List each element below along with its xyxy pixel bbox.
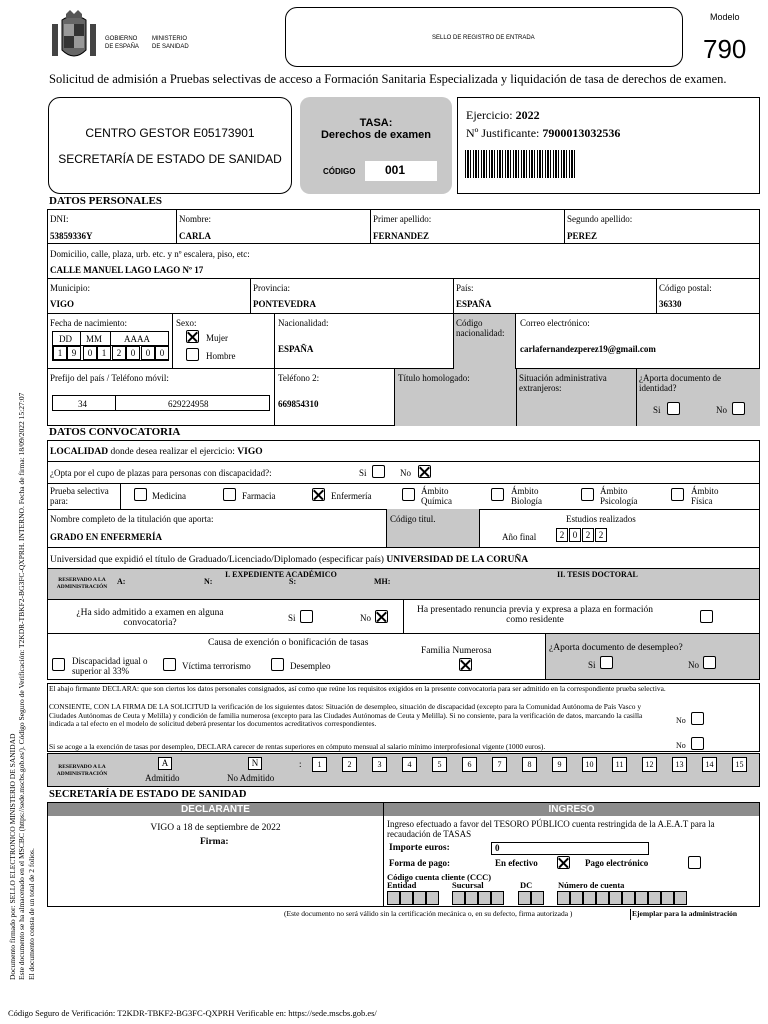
admin-box-13[interactable]: 13: [672, 757, 687, 772]
hombre-label: Hombre: [206, 351, 236, 361]
desempleo-si-checkbox[interactable]: [600, 656, 613, 669]
apellido2-label: Segundo apellido:: [567, 214, 633, 224]
ccc-box-16[interactable]: [622, 891, 635, 905]
reservado-label-1: RESERVADO A LA ADMINISTRACIÓN: [56, 577, 108, 590]
admin-box-1[interactable]: 1: [312, 757, 327, 772]
fisica-label-2: Física: [691, 496, 713, 506]
mujer-label: Mujer: [206, 333, 228, 343]
admitido-si-checkbox[interactable]: [300, 610, 313, 623]
admin-box-14[interactable]: 14: [702, 757, 717, 772]
telefono-label: Prefijo del país / Teléfono móvil:: [50, 373, 169, 383]
exp-a-label: A:: [117, 577, 126, 586]
entidad-label: Entidad: [387, 880, 417, 890]
mm-label: MM: [86, 334, 103, 344]
desempleo-no-label: No: [688, 660, 699, 670]
renuncia-label: Ha presentado renuncia previa y expresa a plaza en formación como residente: [416, 605, 654, 625]
side-text-2: Este documento se ha almacenado en el MSCBC (https://sede.mscbs.gob.es/). Código Seguro de Verificación: T2KDR-TBKF2-BG3FC-QXPRH. INTERNO. Fecha de firma: 18/09/2022 15:27:07: [17, 392, 26, 980]
farmacia-label: Farmacia: [242, 491, 276, 501]
aporta-si-label: Si: [653, 405, 661, 415]
admin-box-6[interactable]: 6: [462, 757, 477, 772]
sexo-label: Sexo:: [176, 318, 197, 328]
desempleo-checkbox[interactable]: [271, 658, 284, 671]
consiente-no-label: No: [676, 716, 686, 725]
consiente-text: CONSIENTE, CON LA FIRMA DE LA SOLICITUD la verificación de los siguientes datos: Situación de desempleo, situación de discapacidad (excepto para la Comunidad Autónoma de País Vasco y Ciudades Autónomas de Ceuta y Melilla) y condición de familia numerosa (excepto para las Ciudades Autónomas de Ceuta y Melilla). Si no consiente, para la verificación de datos, marcando la casilla indicada a tal efecto en el modelo de solicitud deberá presentar los documentos acreditativos correspondientes.: [49, 702, 643, 728]
ejemplar-label: Ejemplar para la administración: [632, 909, 738, 918]
secretaria-heading: SECRETARÍA DE ESTADO DE SANIDAD: [49, 789, 247, 800]
medicina-checkbox[interactable]: [134, 488, 147, 501]
cupo-no-checkbox[interactable]: [418, 465, 431, 478]
admin-box-7[interactable]: 7: [492, 757, 507, 772]
admin-box-5[interactable]: 5: [432, 757, 447, 772]
admitido-no-checkbox[interactable]: [375, 610, 388, 623]
municipio-label: Municipio:: [50, 283, 90, 293]
familia-label: Familia Numerosa: [421, 646, 492, 656]
consiente-no-checkbox[interactable]: [691, 712, 704, 725]
firma-label: Firma:: [200, 837, 229, 847]
datos-personales-heading: DATOS PERSONALES: [49, 195, 162, 207]
electronico-label: Pago electrónico: [585, 858, 649, 868]
pais-field[interactable]: ESPAÑA: [456, 299, 492, 309]
desempleo-declara-no-label: No: [676, 741, 686, 750]
sucursal-label: Sucursal: [452, 880, 484, 890]
medicina-label: Medicina: [152, 491, 186, 501]
localidad-text: donde desea realizar el ejercicio:: [110, 447, 235, 457]
centro-gestor-name: SECRETARÍA DE ESTADO DE SANIDAD: [58, 152, 282, 166]
ejercicio-label: Ejercicio:: [466, 108, 513, 122]
telefono2-field[interactable]: 669854310: [278, 399, 319, 409]
no-admitido-label: No Admitido: [227, 773, 275, 783]
dni-field[interactable]: 53859336Y: [50, 231, 93, 241]
telefono2-label: Teléfono 2:: [278, 373, 320, 383]
apellido2-field[interactable]: PEREZ: [567, 231, 598, 241]
form-title: Solicitud de admisión a Pruebas selectivas de acceso a Formación Sanitaria Especializada y liquidación de tasa de derechos de examen.: [49, 72, 727, 86]
dc-label: DC: [520, 880, 533, 890]
cupo-label: ¿Opta por el cupo de plazas para personas con discapacidad?:: [50, 468, 272, 478]
birth-digit-4[interactable]: 1: [97, 346, 111, 360]
situacion-admin-label: Situación administrativa extranjeros:: [519, 373, 607, 393]
discapacidad-checkbox[interactable]: [52, 658, 65, 671]
quimica-label-2: Química: [421, 496, 452, 506]
titulacion-field[interactable]: GRADO EN ENFERMERÍA: [50, 532, 163, 542]
admin-box-15[interactable]: 15: [732, 757, 747, 772]
apellido1-field[interactable]: FERNANDEZ: [373, 231, 430, 241]
year-digit-3[interactable]: 2: [582, 528, 594, 542]
tesis-label: II. TESIS DOCTORAL: [557, 570, 638, 579]
fisica-label-1: Ámbito: [691, 486, 719, 496]
municipio-field[interactable]: VIGO: [50, 299, 75, 309]
exp-n-label: N:: [204, 577, 213, 586]
ccc-box-17[interactable]: [635, 891, 648, 905]
desempleo-label: Desempleo: [290, 661, 331, 671]
domicilio-field[interactable]: CALLE MANUEL LAGO LAGO Nº 17: [50, 265, 204, 275]
provincia-label: Provincia:: [253, 283, 290, 293]
ingreso-header: INGRESO: [384, 803, 759, 816]
importe-field[interactable]: 0: [491, 842, 649, 855]
ccc-box-2[interactable]: [400, 891, 413, 905]
declarante-header: DECLARANTE: [48, 803, 383, 816]
familia-checkbox[interactable]: [459, 658, 472, 671]
ccc-box-5[interactable]: [452, 891, 465, 905]
biologia-label-1: Ámbito: [511, 486, 539, 496]
exp-mh-label: MH:: [374, 577, 391, 586]
ccc-label: Código cuenta cliente (CCC): [387, 872, 492, 882]
cupo-no-label: No: [400, 468, 411, 478]
admin-box-10[interactable]: 10: [582, 757, 597, 772]
birth-digit-1[interactable]: 1: [53, 346, 67, 360]
ccc-box-12[interactable]: [570, 891, 583, 905]
verification-footer: Código Seguro de Verificación: T2KDR-TBKF2-BG3FC-QXPRH Verificable en: https://sede.mscbs.gob.es/: [8, 1008, 377, 1018]
ano-final-label: Año final: [502, 532, 537, 542]
provincia-field[interactable]: PONTEVEDRA: [253, 299, 317, 309]
prefijo-field[interactable]: 34: [78, 399, 87, 409]
admitido-si-label: Si: [288, 613, 296, 623]
ccc-box-3[interactable]: [413, 891, 426, 905]
ccc-box-14[interactable]: [596, 891, 609, 905]
ccc-box-7[interactable]: [478, 891, 491, 905]
quimica-label-1: Ámbito: [421, 486, 449, 496]
psicologia-checkbox[interactable]: [581, 488, 594, 501]
admitido-label: Admitido: [145, 773, 180, 783]
centro-gestor-box: [48, 97, 292, 194]
birth-digit-7[interactable]: 0: [141, 346, 155, 360]
psicologia-label-1: Ámbito: [600, 486, 628, 496]
ingreso-text: Ingreso efectuado a favor del TESORO PÚBLICO cuenta restringida de la A.E.A.T para la recaudación de TASAS: [387, 819, 715, 839]
dni-label: DNI:: [50, 214, 69, 224]
causa-label: Causa de exención o bonificación de tasas: [208, 638, 369, 648]
admin-colon: :: [299, 759, 302, 769]
nombre-field[interactable]: CARLA: [179, 231, 212, 241]
aporta-si-checkbox[interactable]: [667, 402, 680, 415]
desempleo-declara-no-checkbox[interactable]: [691, 737, 704, 750]
electronico-checkbox[interactable]: [688, 856, 701, 869]
expediente-label: I. EXPEDIENTE ACADÉMICO: [225, 570, 337, 579]
titulacion-label: Nombre completo de la titulación que aporta:: [50, 514, 214, 524]
side-text-1: Documento firmado por: SELLO ELECTRONICO MINISTERIO DE SANIDAD: [8, 733, 17, 980]
aporta-no-checkbox[interactable]: [732, 402, 745, 415]
domicilio-label: Domicilio, calle, plaza, urb. etc. y nº escalera, piso, etc:: [50, 249, 250, 259]
ccc-box-9[interactable]: [518, 891, 531, 905]
desempleo-no-checkbox[interactable]: [703, 656, 716, 669]
biologia-label-2: Biología: [511, 496, 542, 506]
cp-field[interactable]: 36330: [659, 299, 682, 309]
email-label: Correo electrónico:: [520, 318, 590, 328]
universidad-label: Universidad que expidió el título de Graduado/Licenciado/Diplomado (especificar país): [50, 555, 384, 565]
aporta-no-label: No: [716, 405, 727, 415]
datos-convocatoria-heading: DATOS CONVOCATORIA: [49, 426, 181, 438]
declara-text: El abajo firmante DECLARA: que son ciertos los datos personales consignados, así como que reúne los requisitos exigidos en la presente convocatoria para ser admitido en la correspondiente prueba selectiva.: [49, 684, 666, 693]
aporta-identidad-label: ¿Aporta documento de identidad?: [639, 373, 721, 393]
movil-field[interactable]: 629224958: [168, 399, 209, 409]
sanidad-label: DE SANIDAD: [152, 44, 189, 50]
birth-digit-8[interactable]: 0: [155, 346, 169, 360]
validez-note: (Este documento no será válido sin la certificación mecánica o, en su defecto, firma autorizada ): [284, 909, 573, 918]
fisica-checkbox[interactable]: [671, 488, 684, 501]
psicologia-label-2: Psicología: [600, 496, 638, 506]
coat-of-arms-icon: [50, 10, 98, 62]
justificante-label: Nº Justificante:: [466, 126, 540, 140]
side-text-3: El documento consta de un total de 2 folios.: [27, 848, 36, 980]
efectivo-checkbox[interactable]: [557, 856, 570, 869]
localidad-field[interactable]: VIGO: [237, 447, 263, 457]
aporta-desempleo-label: ¿Aporta documento de desempleo?: [549, 643, 683, 653]
quimica-checkbox[interactable]: [402, 488, 415, 501]
admin-box-4[interactable]: 4: [402, 757, 417, 772]
espana-label: DE ESPAÑA: [105, 44, 139, 50]
importe-label: Importe euros:: [389, 843, 450, 853]
ccc-box-1[interactable]: [387, 891, 400, 905]
exp-s-label: S:: [289, 577, 297, 586]
renuncia-checkbox[interactable]: [700, 610, 713, 623]
biologia-checkbox[interactable]: [491, 488, 504, 501]
centro-gestor-code: CENTRO GESTOR E05173901: [85, 126, 255, 140]
hombre-checkbox[interactable]: [186, 348, 199, 361]
admin-box-3[interactable]: 3: [372, 757, 387, 772]
enfermeria-label: Enfermería: [331, 491, 372, 501]
admin-box-9[interactable]: 9: [552, 757, 567, 772]
pais-label: País:: [456, 283, 474, 293]
numero-cuenta-label: Número de cuenta: [558, 880, 625, 890]
cupo-si-label: Si: [359, 468, 367, 478]
codigo-nacionalidad-label: Código nacionalidad:: [456, 318, 505, 338]
reservado-expediente: [48, 568, 759, 600]
modelo-label: Modelo: [710, 12, 740, 22]
admin-box-8[interactable]: 8: [522, 757, 537, 772]
stamp-label: SELLO DE REGISTRO DE ENTRADA: [432, 35, 535, 41]
nombre-label: Nombre:: [179, 214, 211, 224]
fecha-nac-label: Fecha de nacimiento:: [50, 318, 127, 328]
localidad-label: LOCALIDAD: [50, 447, 109, 457]
reservado-label-2: RESERVADO A LA ADMINISTRACIÓN: [56, 764, 108, 777]
desempleo-declara-text: Si se acoge a la exención de tasas por desempleo, DECLARA carecer de rentas superiores en cómputo mensual al salario mínimo interprofesional vigente (1000 euros).: [49, 742, 546, 751]
birth-digit-6[interactable]: 0: [126, 346, 140, 360]
aaaa-label: AAAA: [124, 334, 150, 344]
prueba-label: Prueba selectiva para:: [50, 486, 109, 506]
codigo-value: 001: [365, 161, 437, 181]
enfermeria-checkbox[interactable]: [312, 488, 325, 501]
ccc-box-20[interactable]: [674, 891, 687, 905]
barcode-icon: [465, 150, 575, 178]
codigo-label: CÓDIGO: [323, 167, 356, 176]
admin-a-box[interactable]: A: [158, 757, 172, 770]
admitido-question: ¿Ha sido admitido a examen en alguna convocatoria?: [76, 608, 224, 628]
ccc-box-8[interactable]: [491, 891, 504, 905]
efectivo-label: En efectivo: [495, 858, 538, 868]
ccc-box-11[interactable]: [557, 891, 570, 905]
ejercicio-value: 2022: [515, 108, 540, 122]
farmacia-checkbox[interactable]: [223, 488, 236, 501]
ccc-box-13[interactable]: [583, 891, 596, 905]
ccc-box-15[interactable]: [609, 891, 622, 905]
birth-digit-3[interactable]: 0: [83, 346, 97, 360]
victima-checkbox[interactable]: [163, 658, 176, 671]
admitido-no-label: No: [360, 613, 371, 623]
tasa-desc: Derechos de examen: [320, 129, 432, 141]
discapacidad-label: Discapacidad igual o superior al 33%: [72, 656, 148, 676]
tasa-label: TASA:: [359, 117, 393, 129]
apellido1-label: Primer apellido:: [373, 214, 432, 224]
universidad-field[interactable]: UNIVERSIDAD DE LA CORUÑA: [386, 555, 529, 565]
admin-box-11[interactable]: 11: [612, 757, 627, 772]
year-digit-4[interactable]: 2: [595, 528, 607, 542]
estudios-label: Estudios realizados: [566, 514, 636, 524]
mujer-checkbox[interactable]: [186, 330, 199, 343]
nacionalidad-label: Nacionalidad:: [278, 318, 329, 328]
cp-label: Código postal:: [659, 283, 712, 293]
admin-box-12[interactable]: 12: [642, 757, 657, 772]
dd-label: DD: [59, 334, 72, 344]
cupo-si-checkbox[interactable]: [372, 465, 385, 478]
desempleo-si-label: Si: [588, 660, 596, 670]
ccc-box-19[interactable]: [661, 891, 674, 905]
year-digit-2[interactable]: 0: [569, 528, 581, 542]
justificante-value: 7900013032536: [542, 126, 621, 140]
ccc-box-4[interactable]: [426, 891, 439, 905]
victima-label: Víctima terrorismo: [182, 661, 251, 671]
email-field[interactable]: carlafernandezperez19@gmail.com: [520, 344, 656, 354]
nacionalidad-field[interactable]: ESPAÑA: [278, 344, 314, 354]
admin-box-2[interactable]: 2: [342, 757, 357, 772]
year-digit-1[interactable]: 2: [556, 528, 568, 542]
forma-pago-label: Forma de pago:: [389, 858, 450, 868]
birth-digit-2[interactable]: 9: [67, 346, 81, 360]
birth-digit-5[interactable]: 2: [112, 346, 126, 360]
admin-n-box[interactable]: N: [248, 757, 262, 770]
ccc-box-18[interactable]: [648, 891, 661, 905]
codigo-titul-label: Código titul.: [390, 514, 436, 524]
modelo-number: 790: [703, 34, 747, 64]
ccc-box-10[interactable]: [531, 891, 544, 905]
ministerio-label: MINISTERIO: [152, 36, 188, 42]
titulo-homologado-label: Título homologado:: [398, 373, 470, 383]
ccc-box-6[interactable]: [465, 891, 478, 905]
fecha-firma: VIGO a 18 de septiembre de 2022: [150, 823, 281, 833]
gobierno-label: GOBIERNO: [105, 36, 138, 42]
